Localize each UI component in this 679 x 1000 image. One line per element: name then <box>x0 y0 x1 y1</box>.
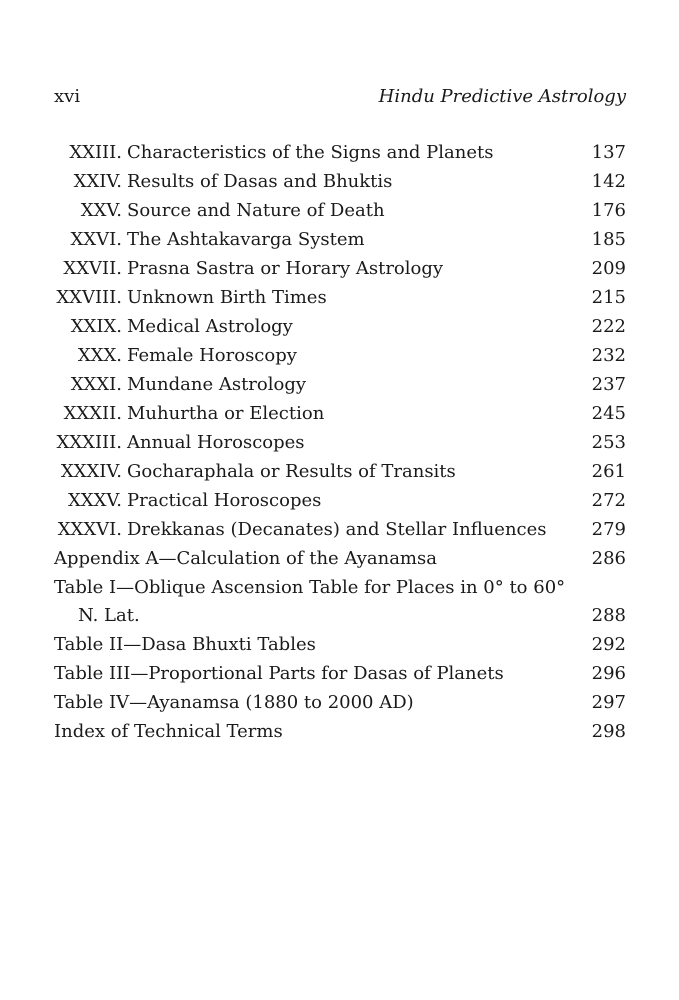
toc-entry <box>0 717 679 746</box>
chapter-title: Female Horoscopy <box>127 345 297 366</box>
appendix-title: Appendix A—Calculation of the Ayanamsa <box>54 548 437 569</box>
page-ref: 215 <box>591 287 626 308</box>
toc-entry <box>0 167 679 196</box>
page-ref: 272 <box>591 490 626 511</box>
chapter-number: XXXV. <box>67 490 122 511</box>
page-ref: 237 <box>591 374 626 395</box>
chapter-title: Practical Horoscopes <box>127 490 322 511</box>
page-ref: 253 <box>591 432 626 453</box>
page-ref: 261 <box>591 461 626 482</box>
table-of-contents <box>0 138 679 746</box>
table-title: Table I—Oblique Ascension Table for Places in 0° to 60° <box>54 577 566 598</box>
table-title: Table IV—Ayanamsa (1880 to 2000 AD) <box>54 692 414 713</box>
index-title: Index of Technical Terms <box>54 721 283 742</box>
toc-entry <box>0 630 679 659</box>
toc-entry <box>0 428 679 457</box>
toc-entry <box>0 573 679 601</box>
toc-entry <box>0 370 679 399</box>
page-ref: 245 <box>591 403 626 424</box>
toc-entry <box>0 341 679 370</box>
chapter-number: XXX. <box>77 345 122 366</box>
chapter-number: XXXIII. <box>56 432 122 453</box>
chapter-title: Drekkanas (Decanates) and Stellar Influences <box>127 519 547 540</box>
toc-entry <box>0 225 679 254</box>
page-ref: 288 <box>591 605 626 626</box>
toc-entry <box>0 688 679 717</box>
chapter-number: XXIV. <box>73 171 122 192</box>
page-ref: 209 <box>591 258 626 279</box>
toc-entry <box>0 254 679 283</box>
chapter-title: Prasna Sastra or Horary Astrology <box>127 258 444 279</box>
chapter-number: XXVI. <box>70 229 122 250</box>
toc-entry-continuation <box>0 601 679 630</box>
running-head <box>54 86 626 110</box>
book-title: Hindu Predictive Astrology <box>378 86 626 107</box>
page-ref: 292 <box>591 634 626 655</box>
chapter-number: XXIII. <box>69 142 122 163</box>
toc-entry <box>0 283 679 312</box>
chapter-number: XXVII. <box>63 258 122 279</box>
chapter-title: Muhurtha or Election <box>127 403 325 424</box>
toc-entry <box>0 138 679 167</box>
page-number: xvi <box>54 86 81 107</box>
page-ref: 279 <box>591 519 626 540</box>
page-ref: 185 <box>591 229 626 250</box>
toc-entry <box>0 544 679 573</box>
chapter-title: Annual Horoscopes <box>127 432 305 453</box>
page-ref: 176 <box>591 200 626 221</box>
table-title-continuation: N. Lat. <box>78 605 140 626</box>
toc-entry <box>0 457 679 486</box>
page-ref: 286 <box>591 548 626 569</box>
page-ref: 137 <box>591 142 626 163</box>
table-title: Table III—Proportional Parts for Dasas of Planets <box>54 663 504 684</box>
chapter-title: Source and Nature of Death <box>127 200 385 221</box>
page-ref: 296 <box>591 663 626 684</box>
chapter-title: Characteristics of the Signs and Planets <box>127 142 494 163</box>
chapter-title: Results of Dasas and Bhuktis <box>127 171 393 192</box>
chapter-number: XXXIV. <box>60 461 122 482</box>
table-title: Table II—Dasa Bhuxti Tables <box>54 634 316 655</box>
chapter-title: Unknown Birth Times <box>127 287 327 308</box>
page-ref: 222 <box>591 316 626 337</box>
chapter-number: XXXI. <box>70 374 122 395</box>
chapter-title: Medical Astrology <box>127 316 293 337</box>
page-ref: 298 <box>591 721 626 742</box>
chapter-title: The Ashtakavarga System <box>127 229 365 250</box>
toc-entry <box>0 486 679 515</box>
chapter-number: XXXVI. <box>57 519 122 540</box>
chapter-number: XXVIII. <box>56 287 122 308</box>
toc-entry <box>0 196 679 225</box>
chapter-title: Gocharaphala or Results of Transits <box>127 461 456 482</box>
toc-entry <box>0 312 679 341</box>
toc-entry <box>0 659 679 688</box>
chapter-title: Mundane Astrology <box>127 374 307 395</box>
toc-entry <box>0 399 679 428</box>
page-ref: 232 <box>591 345 626 366</box>
chapter-number: XXV. <box>80 200 122 221</box>
toc-entry <box>0 515 679 544</box>
page-ref: 297 <box>591 692 626 713</box>
page-ref: 142 <box>591 171 626 192</box>
chapter-number: XXIX. <box>70 316 122 337</box>
chapter-number: XXXII. <box>63 403 122 424</box>
